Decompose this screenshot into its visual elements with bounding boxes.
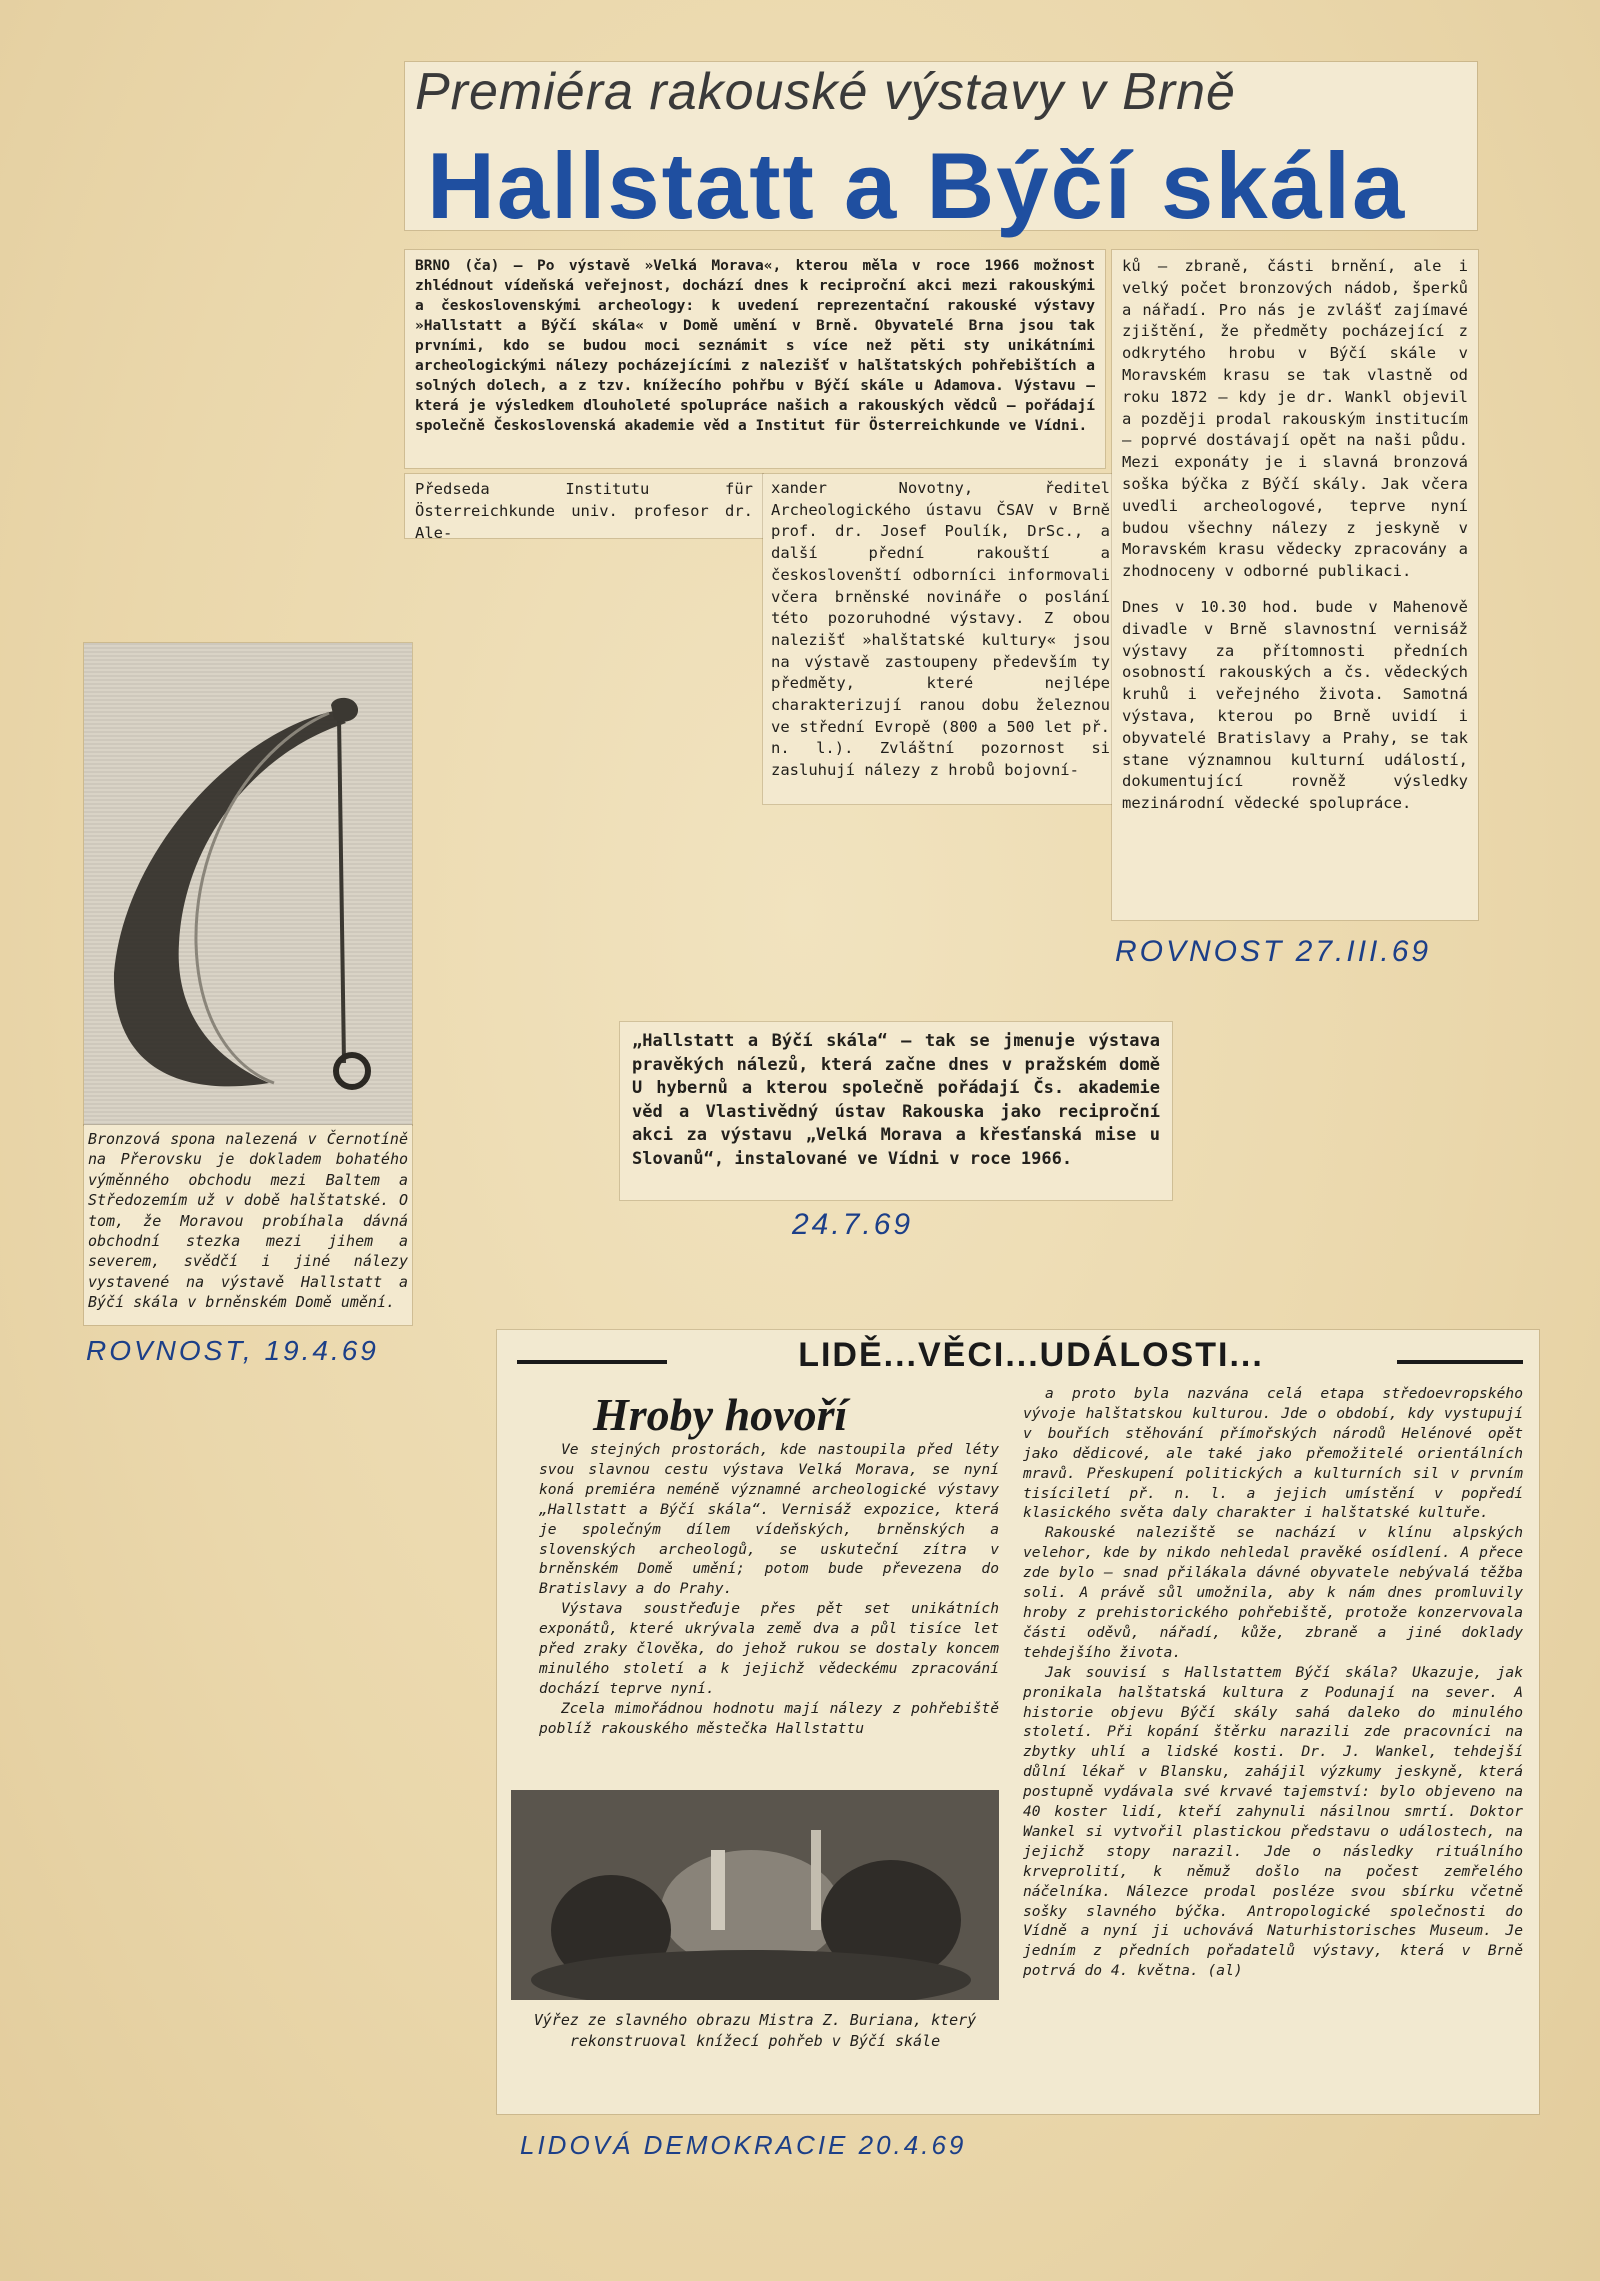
section-banner: LIDĚ...VĚCI...UDÁLOSTI... bbox=[798, 1336, 1264, 1374]
handwritten-date-1: ROVNOST 27.III.69 bbox=[1115, 935, 1432, 968]
article-column-1: Předseda Institutu für Österreichkunde univ. profesor dr. Ale- bbox=[405, 474, 763, 538]
bronze-fibula-image bbox=[84, 643, 412, 1125]
handwritten-date-3: 24.7.69 bbox=[792, 1208, 914, 1241]
headline: Hallstatt a Býčí skála bbox=[427, 133, 1407, 238]
clipping-4 bbox=[497, 1330, 1539, 2114]
handwritten-date-2: ROVNOST, 19.4.69 bbox=[86, 1335, 379, 1366]
burian-painting-image bbox=[511, 1790, 999, 2000]
clipping-1-header bbox=[405, 62, 1477, 238]
short-notice: „Hallstatt a Býčí skála“ — tak se jmenuje výstava pravěkých nálezů, která začne dnes v pražském domě U hybernů a kterou společně pořádají Čs. akademie věd a Vlastivědný ústav Rakouska jako reciproční akci za výstavu „Velká Morava a křesťanská mise u Slovanů“, instalované ve Vídni v roce 1966. bbox=[620, 1022, 1172, 1200]
article-title: Hroby hovoří bbox=[593, 1389, 848, 1440]
lead-paragraph: BRNO (ča) — Po výstavě »Velká Morava«, kterou měla v roce 1966 možnost zhlédnout vídeňská veřejnost, dochází dnes k reciproční akci mezi rakouskými a československými archeology: k uvedení reprezentační rakouské výstavy »Hallstatt a Býčí skála« v Domě umění v Brně. Obyvatelé Brna jsou tak prvními, kdo se budou moci seznámit s více než pěti sty unikátními archeologickými nálezy pocházejícími z nalezišť v halštatských pohřebištích a solných dolech, a z tzv. knížecího pohřbu v Býčí skále u Adamova. Výstavu — která je výsledkem dlouholeté spolupráce našich a rakouských vědců — pořádají společně Československá akademie věd a Institut für Österreichkunde ve Vídni. bbox=[405, 250, 1105, 468]
article-column-3: ků — zbraně, části brnění, ale i velký počet bronzových nádob, šperků a nářadí. Pro nás je zvlášť zajímavé zjištění, že předměty pocházející z odkrytého hrobu v Býčí skále v Moravském krasu se tak vlastně od roku 1872 — kdy je dr. Wankl objevil a později prodal rakouským institucím — poprvé dostávají opět na naši půdu. Mezi exponáty je i slavná bronzová soška býčka z Býčí skály. Jak včera uvedli archeologové, teprve nyní budou všechny nálezy z jeskyně v Moravském krasu vědecky zpracovány a zhodnoceny v odborné publikaci. Dnes v 10.30 hod. bude v Mahenově divadle v Brně slavnostní vernisáž výstavy za přítomnosti předních osobností rakouských a čs. vědeckých kruhů i veřejného života. Samotná výstava, kterou po Brně uvidí i obyvatelé Bratislavy a Prahy, se tak stane významnou kulturní událostí, dokumentující rovněž výsledky mezinárodní vědecké spolupráce. bbox=[1112, 250, 1478, 920]
painting-caption: Výřez ze slavného obrazu Mistra Z. Buriana, který rekonstruoval knížecí pohřeb v Býčí skále bbox=[533, 2011, 977, 2050]
kicker: Premiéra rakouské výstavy v Brně bbox=[415, 63, 1236, 121]
fibula-caption: Bronzová spona nalezená v Černotíně na Přerovsku je dokladem bohatého výměnného obchodu mezi Baltem a Středozemím už v době halštatské. O tom, že Moravou probíhala dávná obchodní stezka mezi jihem a severem, svědčí i jiné nálezy vystavené na výstavě Hallstatt a Býčí skála v brněnském Domě umění. bbox=[84, 1125, 412, 1325]
article-right-column: a proto byla nazvána celá etapa středoevropského vývoje halštatskou kulturou. Jde o období, kdy vystupují v bouřích stěhování přímořských národů Helénové opět jako dědicové, ale také jako přemožitelé orientálních mravů. Přeskupení politických a kulturních sil v prvním tisíciletí př. n. l. a jejich umístění v popředí klasického světa daly charakter i halštatské kultuře. Rakouské naleziště se nachází v klínu alpských velehor, kde by nikdo nehledal pravěké osídlení. A přece zde bylo — snad přilákala dávné obyvatele nebývalá těžba soli. A právě sůl umožnila, aby k nám dnes promluvily hroby z prehistorického pohřebiště, protože konzervovala části oděvů, nářadí, kůže, zbraně a jiné doklady tehdejšího života. Jak souvisí s Hallstattem Býčí skála? Ukazuje, jak pronikala halštatská kultura z Podunají na sever. A historie objevu Býčí skály sahá daleko do minulého století. Při kopání štěrku narazili zde pracovníci na zbytky uhlí a lidské kosti. Dr. J. Wankel, tehdejší důlní lékař v Blansku, zahájil výzkumy jeskyně, která postupně vydávala své krvavé tajemství: bylo objeveno na 40 koster lidí, kteří zahynuli násilnou smrtí. Doktor Wankel si vytvořil plastickou představu o událostech, na jejichž stopy narazil. Jde o následky rituálního krveprolití, k němuž došlo na počest zemřelého náčelníka. Nálezce prodal posléze svou sbírku včetně sošky slavného býčka. Antropologické společnosti do Vídně a nyní ji uchovává Naturhistorisches Museum. Je jedním z předních pořadatelů výstavy, která v Brně potrvá do 4. května. (al) bbox=[1023, 1385, 1523, 1980]
fibula-photo bbox=[84, 643, 412, 1125]
article-left-column: Ve stejných prostorách, kde nastoupila před léty svou slavnou cestu výstava Velká Morava, se nyní koná premiéra neméně významné archeologické výstavy „Hallstatt a Býčí skála“. Vernisáž expozice, která je společným dílem vídeňských, brněnských a slovenských archeologů, se uskuteční zítra v brněnském Domě umění; potom bude převezena do Bratislavy a do Prahy. Výstava soustřeďuje přes pět set unikátních exponátů, které ukrývala země dva a půl tisíce let před zraky člověka, do jehož rukou se dostaly koncem minulého století a k jejichž vědeckému zpracování dochází teprve nyní. Zcela mimořádnou hodnotu mají nálezy z pohřebiště poblíž rakouského městečka Hallstattu bbox=[539, 1441, 999, 1737]
handwritten-date-4: LIDOVÁ DEMOKRACIE 20.4.69 bbox=[520, 2130, 967, 2160]
article-column-2: xander Novotny, ředitel Archeologického ústavu ČSAV v Brně prof. dr. Josef Poulík, DrSc., a další přední rakouští a českoslovenští odborníci informovali včera brněnské novináře o poslání této pozoruhodné výstavy. Z obou nalezišť »halštatské kultury« jsou na výstavě zastoupeny především ty předměty, které nejlépe charakterizují ranou dobu železnou ve střední Evropě (800 a 500 let př. n. l.). Zvláštní pozornost si zasluhují nálezy z hrobů bojovní- bbox=[763, 474, 1118, 804]
